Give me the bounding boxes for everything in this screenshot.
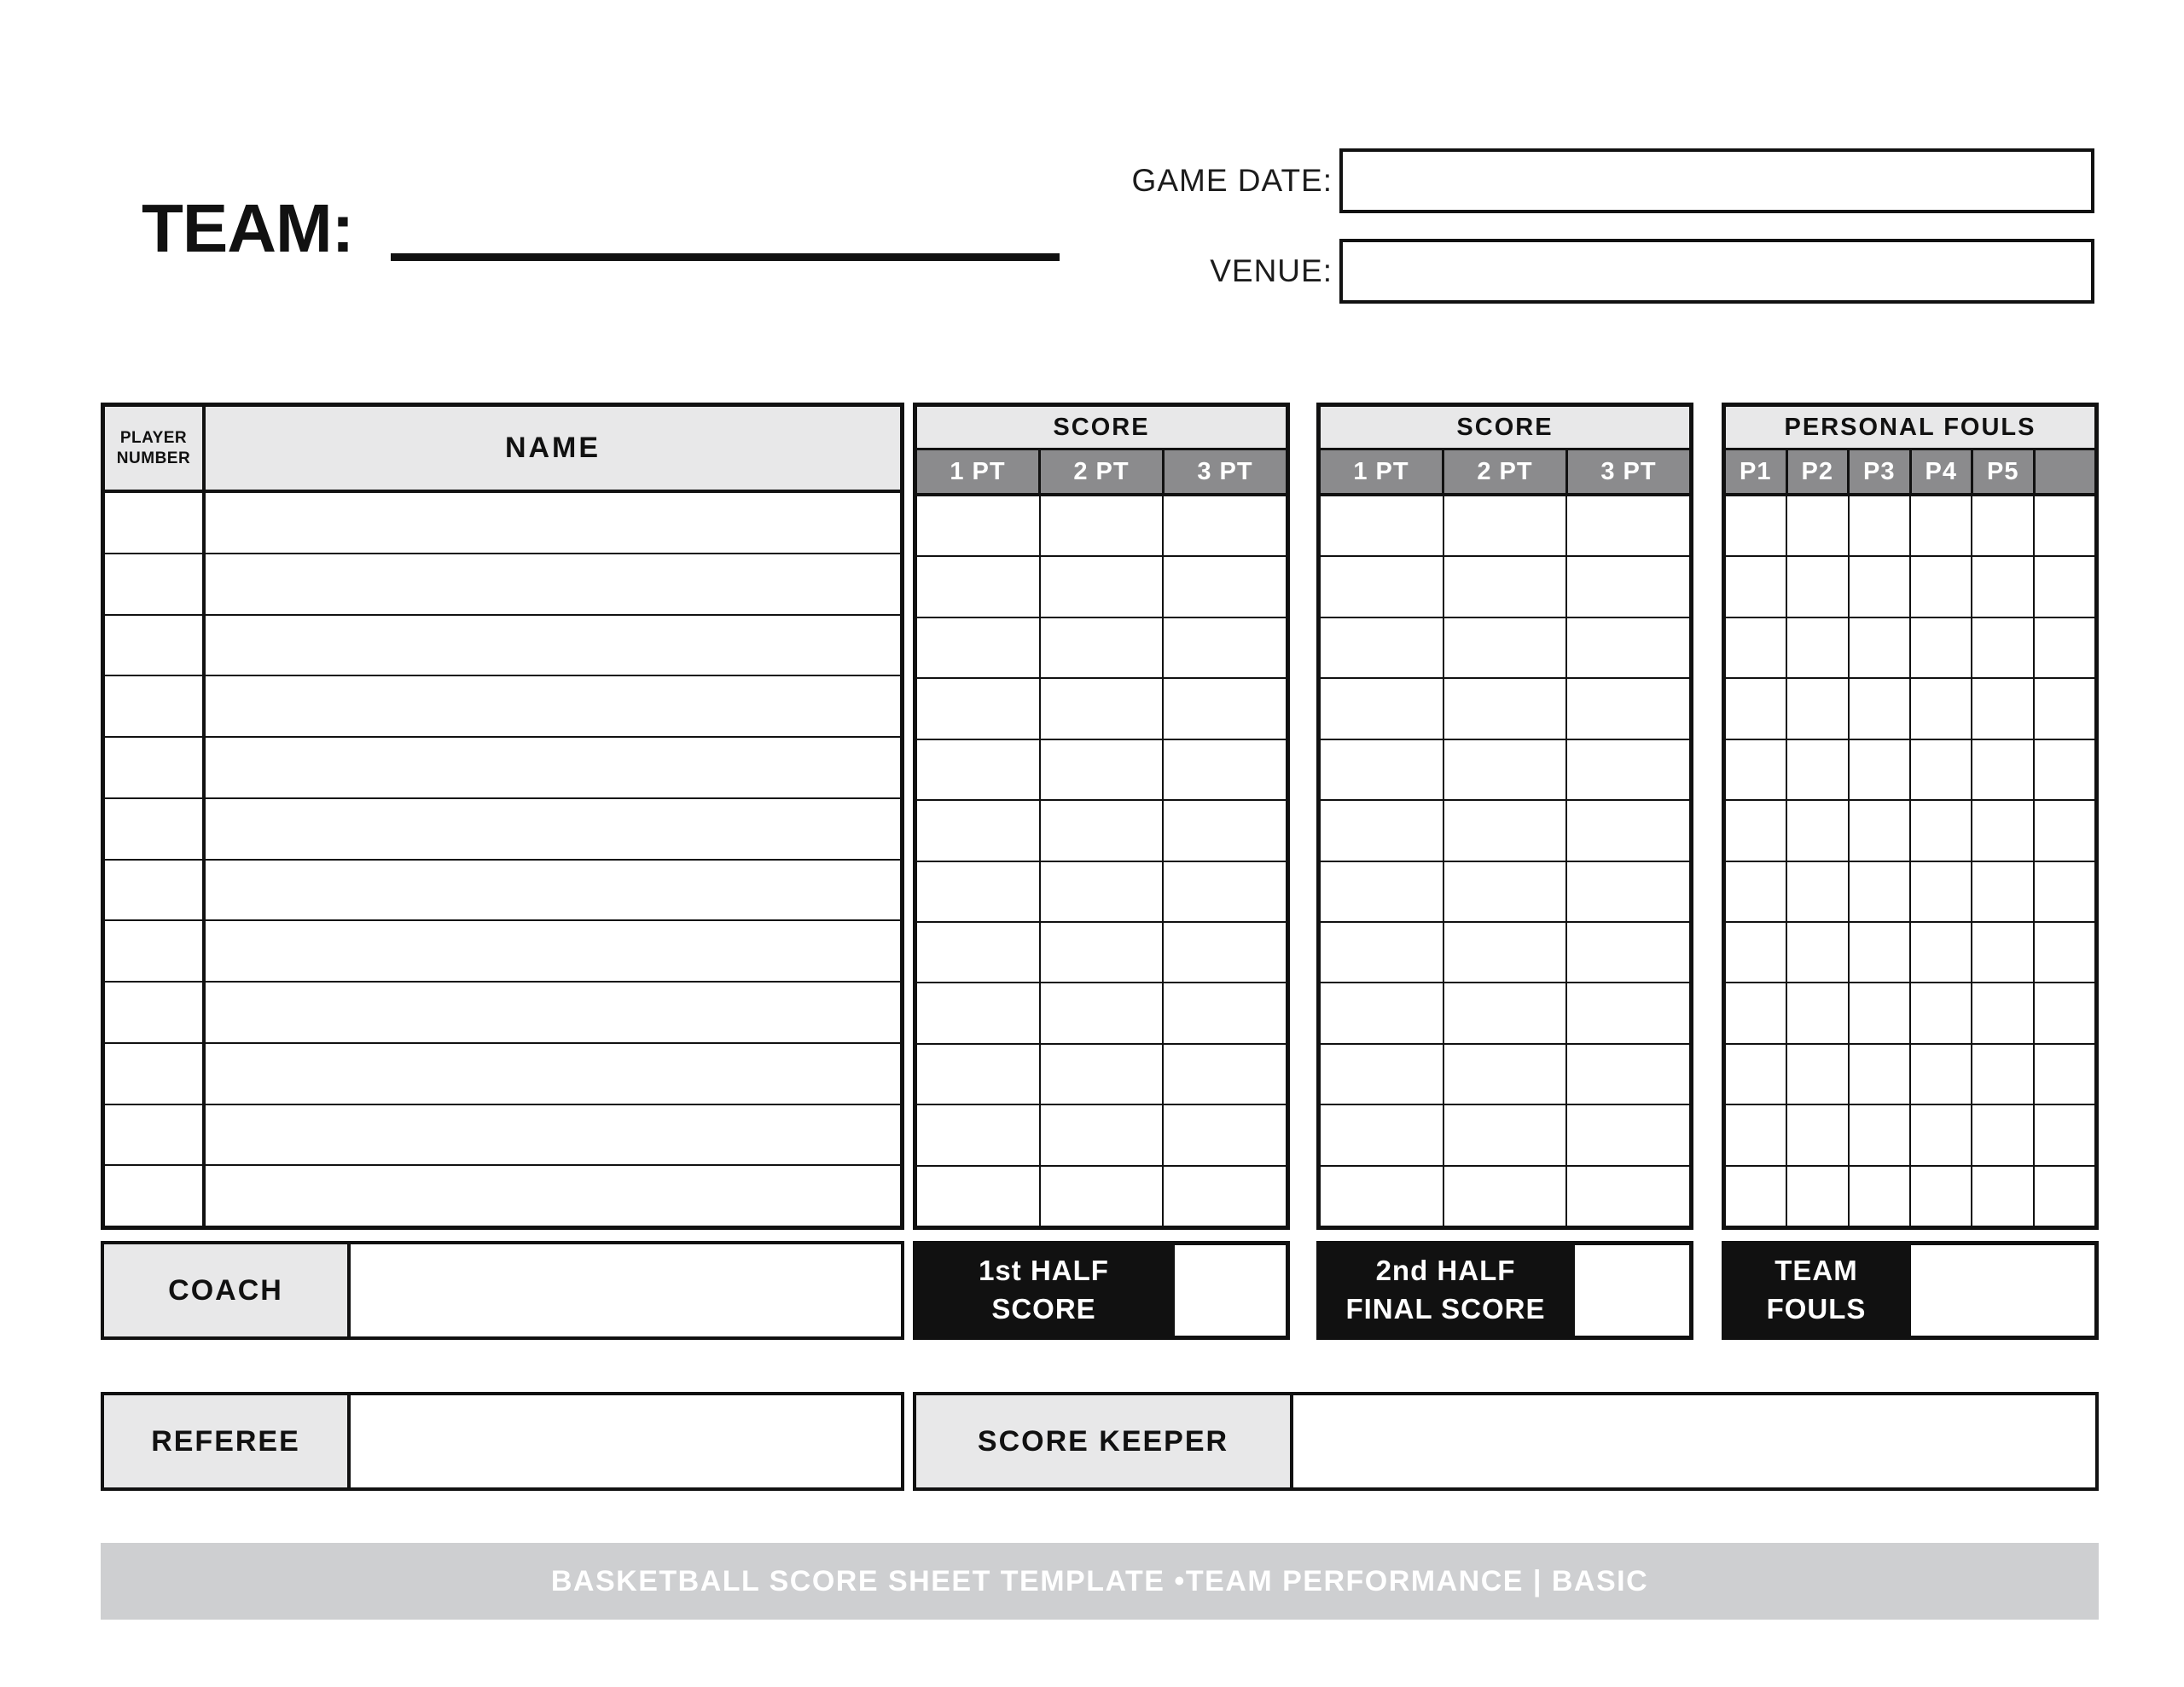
table-row — [1726, 679, 2094, 739]
name-header: NAME — [504, 432, 601, 464]
score-cell[interactable] — [1164, 1045, 1286, 1104]
foul-cell[interactable] — [1850, 1045, 1911, 1104]
foul-cell[interactable] — [1787, 983, 1849, 1042]
foul-cell[interactable] — [1911, 618, 1972, 677]
foul-cell[interactable] — [1972, 618, 2034, 677]
referee-row — [101, 1392, 904, 1491]
score-cell[interactable] — [1041, 862, 1165, 921]
player-number-cell[interactable] — [105, 616, 206, 675]
table-row — [1726, 923, 2094, 983]
footer-bar — [101, 1543, 2099, 1620]
table-row — [917, 862, 1286, 923]
foul-cell[interactable] — [1911, 496, 1972, 555]
table-row — [1726, 1167, 2094, 1226]
foul-cell[interactable] — [2035, 862, 2094, 921]
score-cell[interactable] — [1321, 1105, 1444, 1164]
game-date-label: GAME DATE: — [1131, 163, 1333, 198]
score-cell[interactable] — [1321, 983, 1444, 1042]
player-name-cell[interactable] — [206, 1105, 900, 1165]
score-column-header: 2 PT — [1444, 450, 1568, 493]
table-row — [105, 861, 900, 922]
player-name-cell[interactable] — [206, 616, 900, 675]
table-row — [105, 616, 900, 677]
score-cell[interactable] — [1444, 557, 1568, 616]
player-number-cell[interactable] — [105, 983, 206, 1042]
player-number-cell[interactable] — [105, 554, 206, 614]
foul-cell[interactable] — [1911, 679, 1972, 738]
foul-cell[interactable] — [1787, 740, 1849, 799]
foul-cell[interactable] — [1726, 740, 1787, 799]
score-cell[interactable] — [1444, 983, 1568, 1042]
score-cell[interactable] — [1321, 679, 1444, 738]
score-cell[interactable] — [1567, 862, 1689, 921]
player-number-cell[interactable] — [105, 738, 206, 797]
player-number-cell[interactable] — [105, 861, 206, 920]
personal-fouls-column-headers — [1726, 450, 2094, 496]
foul-cell[interactable] — [2035, 740, 2094, 799]
foul-period-column-header: P2 — [1788, 450, 1850, 493]
score-cell[interactable] — [1321, 618, 1444, 677]
team-fouls-box — [1722, 1241, 2099, 1340]
score-cell[interactable] — [1567, 679, 1689, 738]
score-cell[interactable] — [1041, 496, 1165, 555]
score-column-header: 3 PT — [1600, 457, 1657, 485]
score-cell[interactable] — [1567, 1105, 1689, 1164]
foul-cell[interactable] — [1850, 740, 1911, 799]
referee-field[interactable] — [351, 1395, 901, 1487]
foul-cell[interactable] — [1850, 496, 1911, 555]
player-number-cell[interactable] — [105, 1044, 206, 1104]
score-cell[interactable] — [1321, 862, 1444, 921]
score-cell[interactable] — [1164, 557, 1286, 616]
score-cell[interactable] — [917, 923, 1041, 982]
foul-cell[interactable] — [1972, 801, 2034, 860]
foul-period-column-header — [2036, 450, 2095, 493]
score-cell[interactable] — [917, 862, 1041, 921]
score-cell[interactable] — [1321, 557, 1444, 616]
player-name-cell[interactable] — [206, 738, 900, 797]
table-row — [1321, 740, 1689, 801]
coach-field[interactable] — [351, 1244, 901, 1336]
roster-header — [105, 407, 900, 493]
score-cell[interactable] — [1164, 801, 1286, 860]
score-cell[interactable] — [1164, 923, 1286, 982]
second-half-final-score-label — [1316, 1241, 1575, 1340]
score-left-column-headers — [917, 450, 1286, 496]
score-cell[interactable] — [1164, 1105, 1286, 1164]
foul-cell[interactable] — [1787, 557, 1849, 616]
foul-cell[interactable] — [1972, 496, 2034, 555]
score-cell[interactable] — [1567, 618, 1689, 677]
score-cell[interactable] — [917, 496, 1041, 555]
foul-cell[interactable] — [1972, 740, 2034, 799]
foul-cell[interactable] — [1850, 862, 1911, 921]
score-cell[interactable] — [1444, 618, 1568, 677]
score-cell[interactable] — [1041, 1045, 1165, 1104]
score-right-title: SCORE — [1321, 407, 1689, 450]
score-cell[interactable] — [1567, 557, 1689, 616]
table-row — [105, 1044, 900, 1105]
table-row — [1321, 1167, 1689, 1226]
table-row — [917, 1105, 1286, 1166]
score-cell[interactable] — [1321, 923, 1444, 982]
table-row — [917, 923, 1286, 983]
score-cell[interactable] — [1567, 1045, 1689, 1104]
score-cell[interactable] — [1164, 496, 1286, 555]
roster-table — [101, 403, 904, 1230]
foul-period-column-header: P4 — [1912, 450, 1974, 493]
player-name-cell[interactable] — [206, 861, 900, 920]
score-keeper-row — [913, 1392, 2099, 1491]
score-cell[interactable] — [1567, 740, 1689, 799]
table-row — [917, 740, 1286, 801]
first-half-score-field[interactable] — [1175, 1245, 1286, 1336]
table-row — [1321, 618, 1689, 679]
score-cell[interactable] — [917, 1105, 1041, 1164]
foul-period-column-header: P1 — [1726, 450, 1788, 493]
score-cell[interactable] — [1041, 679, 1165, 738]
foul-period-column-header: P3 — [1850, 450, 1912, 493]
foul-cell[interactable] — [2035, 1105, 2094, 1164]
score-right-body — [1321, 496, 1689, 1226]
table-row — [105, 1166, 900, 1226]
score-column-header: 1 PT — [917, 450, 1041, 493]
score-cell[interactable] — [1041, 1105, 1165, 1164]
score-cell[interactable] — [1321, 801, 1444, 860]
table-row — [105, 1105, 900, 1167]
player-number-cell[interactable] — [105, 921, 206, 981]
score-cell[interactable] — [1164, 1167, 1286, 1226]
game-date-field[interactable] — [1339, 148, 2094, 213]
score-column-header: 2 PT — [1041, 450, 1165, 493]
foul-cell[interactable] — [1787, 1045, 1849, 1104]
score-cell[interactable] — [1321, 740, 1444, 799]
score-cell[interactable] — [917, 618, 1041, 677]
score-cell[interactable] — [1164, 679, 1286, 738]
table-row — [1726, 740, 2094, 801]
foul-cell[interactable] — [1911, 1105, 1972, 1164]
personal-fouls-title: PERSONAL FOULS — [1726, 407, 2094, 450]
score-cell[interactable] — [1041, 740, 1165, 799]
foul-cell[interactable] — [1726, 1167, 1787, 1226]
first-half-score-label-line1: 1st HALF — [979, 1255, 1109, 1287]
table-row — [1726, 983, 2094, 1044]
team-label: TEAM: — [142, 190, 354, 266]
personal-fouls-table — [1722, 403, 2099, 1230]
score-column-header: 3 PT — [1197, 457, 1253, 485]
foul-cell[interactable] — [1972, 983, 2034, 1042]
foul-cell[interactable] — [1787, 862, 1849, 921]
table-row — [917, 1045, 1286, 1105]
score-cell[interactable] — [917, 801, 1041, 860]
foul-cell[interactable] — [2035, 496, 2094, 555]
foul-cell[interactable] — [1850, 618, 1911, 677]
venue-label: VENUE: — [1210, 253, 1333, 288]
table-row — [105, 554, 900, 616]
table-row — [1321, 801, 1689, 861]
table-row — [1726, 557, 2094, 617]
player-name-cell[interactable] — [206, 493, 900, 553]
table-row — [1726, 496, 2094, 557]
score-cell[interactable] — [1041, 801, 1165, 860]
table-row — [105, 676, 900, 738]
score-cell[interactable] — [1444, 740, 1568, 799]
player-number-cell[interactable] — [105, 676, 206, 736]
foul-cell[interactable] — [1726, 679, 1787, 738]
score-cell[interactable] — [1164, 740, 1286, 799]
foul-cell[interactable] — [1787, 679, 1849, 738]
foul-cell[interactable] — [1911, 740, 1972, 799]
score-cell[interactable] — [917, 740, 1041, 799]
table-row — [917, 679, 1286, 739]
foul-cell[interactable] — [2035, 983, 2094, 1042]
table-row — [1726, 618, 2094, 679]
score-left-body — [917, 496, 1286, 1226]
score-cell[interactable] — [1567, 1167, 1689, 1226]
table-row — [1321, 983, 1689, 1044]
foul-cell[interactable] — [1911, 983, 1972, 1042]
player-number-cell[interactable] — [105, 1166, 206, 1226]
score-cell[interactable] — [1041, 1167, 1165, 1226]
foul-cell[interactable] — [2035, 557, 2094, 616]
table-row — [1321, 496, 1689, 557]
score-keeper-field[interactable] — [1293, 1395, 2095, 1487]
player-name-cell[interactable] — [206, 799, 900, 859]
foul-cell[interactable] — [1972, 557, 2034, 616]
table-row — [1321, 557, 1689, 617]
score-cell[interactable] — [917, 679, 1041, 738]
team-name-blank-line[interactable] — [391, 253, 1060, 261]
player-number-cell[interactable] — [105, 493, 206, 553]
score-cell[interactable] — [1164, 618, 1286, 677]
foul-cell[interactable] — [1972, 1167, 2034, 1226]
table-row — [105, 983, 900, 1044]
team-fouls-label-line2: FOULS — [1766, 1293, 1867, 1325]
score-right-column-headers — [1321, 450, 1689, 496]
foul-cell[interactable] — [1972, 679, 2034, 738]
second-half-final-score-field[interactable] — [1575, 1245, 1689, 1336]
foul-cell[interactable] — [1726, 862, 1787, 921]
foul-cell[interactable] — [1972, 1045, 2034, 1104]
table-row — [1726, 1045, 2094, 1105]
foul-cell[interactable] — [1911, 862, 1972, 921]
foul-cell[interactable] — [1726, 1105, 1787, 1164]
score-cell[interactable] — [917, 983, 1041, 1042]
foul-cell[interactable] — [1911, 923, 1972, 982]
foul-cell[interactable] — [1850, 1105, 1911, 1164]
player-name-cell[interactable] — [206, 983, 900, 1042]
table-row — [1321, 923, 1689, 983]
score-cell[interactable] — [1567, 496, 1689, 555]
team-fouls-label — [1722, 1241, 1911, 1340]
venue-field[interactable] — [1339, 239, 2094, 304]
score-cell[interactable] — [1444, 679, 1568, 738]
player-number-header — [105, 407, 206, 490]
score-cell[interactable] — [1444, 1045, 1568, 1104]
player-name-cell[interactable] — [206, 554, 900, 614]
foul-cell[interactable] — [2035, 1045, 2094, 1104]
player-number-header-line2: NUMBER — [116, 449, 191, 467]
table-row — [1726, 1105, 2094, 1166]
foul-cell[interactable] — [1787, 618, 1849, 677]
second-half-final-score-label-line2: FINAL SCORE — [1345, 1293, 1546, 1325]
score-cell[interactable] — [1444, 1167, 1568, 1226]
score-cell[interactable] — [1321, 496, 1444, 555]
score-table-second-half — [1316, 403, 1693, 1230]
foul-cell[interactable] — [2035, 923, 2094, 982]
score-cell[interactable] — [1567, 923, 1689, 982]
foul-cell[interactable] — [1850, 983, 1911, 1042]
foul-cell[interactable] — [1726, 618, 1787, 677]
score-left-title: SCORE — [917, 407, 1286, 450]
score-cell[interactable] — [1567, 983, 1689, 1042]
table-row — [917, 618, 1286, 679]
second-half-final-score-label-line1: 2nd HALF — [1375, 1255, 1516, 1287]
player-number-header-line1: PLAYER — [119, 428, 188, 447]
score-cell[interactable] — [1444, 862, 1568, 921]
table-row — [917, 557, 1286, 617]
score-cell[interactable] — [1164, 862, 1286, 921]
table-row — [917, 1167, 1286, 1226]
score-cell[interactable] — [1444, 801, 1568, 860]
score-cell[interactable] — [1444, 496, 1568, 555]
foul-cell[interactable] — [1726, 1045, 1787, 1104]
foul-cell[interactable] — [2035, 1167, 2094, 1226]
second-half-final-score-box — [1316, 1241, 1693, 1340]
table-row — [105, 921, 900, 983]
coach-label: COACH — [104, 1244, 351, 1336]
foul-cell[interactable] — [1972, 862, 2034, 921]
score-cell[interactable] — [1041, 618, 1165, 677]
score-cell[interactable] — [1164, 983, 1286, 1042]
foul-cell[interactable] — [1787, 801, 1849, 860]
first-half-score-box — [913, 1241, 1290, 1340]
table-row — [1321, 1105, 1689, 1166]
foul-cell[interactable] — [1850, 679, 1911, 738]
player-name-cell[interactable] — [206, 676, 900, 736]
foul-cell[interactable] — [1911, 557, 1972, 616]
foul-cell[interactable] — [1972, 1105, 2034, 1164]
table-row — [1726, 801, 2094, 861]
foul-cell[interactable] — [1726, 496, 1787, 555]
personal-fouls-body — [1726, 496, 2094, 1226]
foul-cell[interactable] — [1850, 557, 1911, 616]
team-fouls-label-line1: TEAM — [1774, 1255, 1858, 1287]
table-row — [917, 801, 1286, 861]
foul-cell[interactable] — [1850, 923, 1911, 982]
score-cell[interactable] — [1321, 1045, 1444, 1104]
score-cell[interactable] — [917, 1045, 1041, 1104]
foul-period-column-header: P5 — [1973, 450, 2036, 493]
score-cell[interactable] — [1041, 557, 1165, 616]
player-name-cell[interactable] — [206, 921, 900, 981]
foul-cell[interactable] — [1911, 1167, 1972, 1226]
table-row — [105, 799, 900, 861]
table-row — [1321, 862, 1689, 923]
coach-row — [101, 1241, 904, 1340]
score-cell[interactable] — [1041, 983, 1165, 1042]
foul-cell[interactable] — [1850, 1167, 1911, 1226]
team-fouls-field[interactable] — [1911, 1245, 2094, 1336]
score-cell[interactable] — [917, 1167, 1041, 1226]
score-cell[interactable] — [1444, 1105, 1568, 1164]
foul-cell[interactable] — [2035, 801, 2094, 860]
foul-cell[interactable] — [1726, 923, 1787, 982]
foul-cell[interactable] — [1787, 496, 1849, 555]
foul-cell[interactable] — [1787, 1167, 1849, 1226]
foul-cell[interactable] — [1726, 557, 1787, 616]
foul-cell[interactable] — [1972, 923, 2034, 982]
table-row — [1726, 862, 2094, 923]
player-name-cell[interactable] — [206, 1044, 900, 1104]
foul-cell[interactable] — [1850, 801, 1911, 860]
foul-cell[interactable] — [2035, 618, 2094, 677]
footer-text: BASKETBALL SCORE SHEET TEMPLATE •TEAM PERFORMANCE | BASIC — [550, 1564, 1649, 1597]
foul-cell[interactable] — [2035, 679, 2094, 738]
table-row — [105, 493, 900, 554]
score-keeper-label: SCORE KEEPER — [916, 1395, 1293, 1487]
foul-cell[interactable] — [1726, 801, 1787, 860]
score-cell[interactable] — [1567, 801, 1689, 860]
referee-label: REFEREE — [104, 1395, 351, 1487]
foul-cell[interactable] — [1726, 983, 1787, 1042]
score-column-header: 1 PT — [1321, 450, 1444, 493]
score-table-first-half — [913, 403, 1290, 1230]
table-row — [1321, 679, 1689, 739]
first-half-score-label — [913, 1241, 1175, 1340]
table-row — [1321, 1045, 1689, 1105]
score-cell[interactable] — [1041, 923, 1165, 982]
foul-cell[interactable] — [1911, 801, 1972, 860]
player-name-cell[interactable] — [206, 1166, 900, 1226]
table-row — [917, 983, 1286, 1044]
foul-cell[interactable] — [1911, 1045, 1972, 1104]
score-cell[interactable] — [917, 557, 1041, 616]
first-half-score-label-line2: SCORE — [991, 1293, 1096, 1325]
foul-cell[interactable] — [1787, 1105, 1849, 1164]
score-cell[interactable] — [1321, 1167, 1444, 1226]
player-number-cell[interactable] — [105, 799, 206, 859]
score-cell[interactable] — [1444, 923, 1568, 982]
table-row — [105, 738, 900, 799]
table-row — [917, 496, 1286, 557]
roster-body — [105, 493, 900, 1226]
foul-cell[interactable] — [1787, 923, 1849, 982]
player-number-cell[interactable] — [105, 1105, 206, 1165]
